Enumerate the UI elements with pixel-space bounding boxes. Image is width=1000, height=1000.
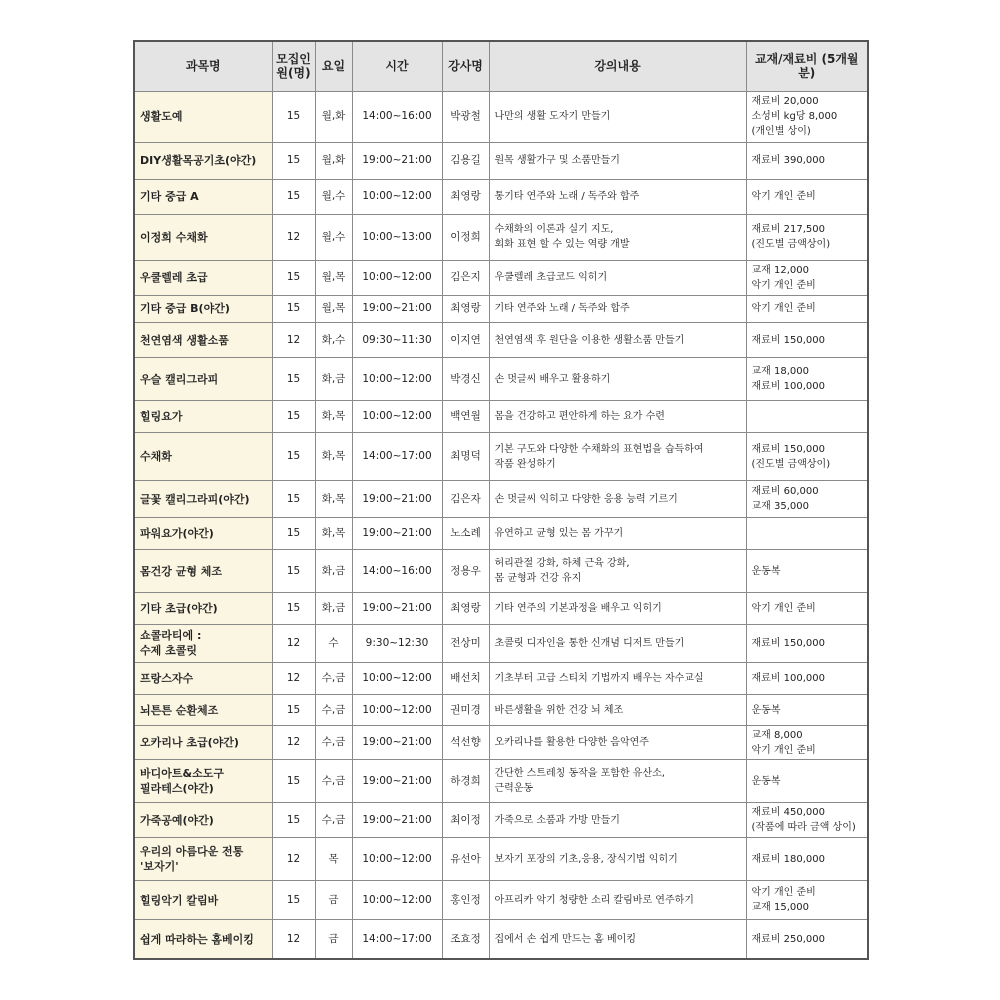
course-name	[134, 401, 272, 433]
material-line: 재료비 250,000	[751, 933, 826, 945]
description	[489, 803, 746, 838]
header-course: 과목명	[134, 41, 272, 91]
teacher: 전상미	[442, 624, 489, 662]
course-name	[134, 881, 272, 920]
capacity: 12	[272, 323, 315, 358]
capacity: 12	[272, 624, 315, 662]
description-line: 몸 균형과 건강 유지	[494, 573, 582, 585]
day: 금	[315, 920, 352, 959]
course-name	[134, 323, 272, 358]
material	[746, 260, 868, 295]
teacher: 최명덕	[442, 433, 489, 481]
teacher: 박광철	[442, 91, 489, 142]
description-line: 기타 연주와 노래 / 독주와 합주	[494, 303, 630, 315]
capacity: 15	[272, 518, 315, 550]
table-row	[134, 91, 868, 142]
description	[489, 838, 746, 881]
course-name-line: 힐링요가	[140, 410, 183, 424]
teacher: 박경신	[442, 358, 489, 401]
header-time: 시간	[352, 41, 442, 91]
time: 19:00~21:00	[352, 142, 442, 179]
course-name-line: '보자기'	[140, 860, 179, 874]
teacher: 조효정	[442, 920, 489, 959]
material	[746, 803, 868, 838]
material-line: 악기 개인 준비	[751, 303, 816, 315]
material	[746, 142, 868, 179]
day: 화,금	[315, 358, 352, 401]
time: 10:00~12:00	[352, 260, 442, 295]
description-line: 회화 표현 할 수 있는 역량 개발	[494, 239, 630, 251]
course-table	[133, 40, 869, 960]
time: 10:00~13:00	[352, 214, 442, 260]
description	[489, 260, 746, 295]
day: 화,목	[315, 433, 352, 481]
material-line: 재료비 217,500	[751, 224, 826, 236]
teacher: 노소례	[442, 518, 489, 550]
day: 월,수	[315, 214, 352, 260]
capacity: 12	[272, 726, 315, 760]
material-line: 교재 8,000	[751, 729, 803, 741]
time: 10:00~12:00	[352, 662, 442, 694]
material	[746, 401, 868, 433]
material	[746, 593, 868, 625]
description	[489, 481, 746, 518]
teacher: 석선향	[442, 726, 489, 760]
material	[746, 358, 868, 401]
teacher: 최영랑	[442, 295, 489, 323]
material-line: 악기 개인 준비	[751, 744, 816, 756]
course-name-line: 쇼콜라티에 :	[140, 629, 202, 643]
table-row	[134, 624, 868, 662]
course-name	[134, 550, 272, 593]
course-name-line: 필라테스(야간)	[140, 782, 214, 796]
material	[746, 481, 868, 518]
material-line: (진도별 금액상이)	[751, 458, 831, 470]
day: 월,목	[315, 260, 352, 295]
table-row	[134, 179, 868, 214]
course-name-line: 기타 중급 A	[140, 190, 199, 204]
material-line: 재료비 180,000	[751, 853, 826, 865]
description	[489, 694, 746, 726]
day: 월,수	[315, 179, 352, 214]
material	[746, 662, 868, 694]
time: 09:30~11:30	[352, 323, 442, 358]
table-row	[134, 881, 868, 920]
description-line: 집에서 손 쉽게 만드는 홈 베이킹	[494, 933, 636, 945]
teacher: 배선치	[442, 662, 489, 694]
course-name	[134, 214, 272, 260]
time: 19:00~21:00	[352, 481, 442, 518]
teacher: 하경희	[442, 760, 489, 803]
description-line: 우쿨렐레 초급코드 익히기	[494, 272, 608, 284]
time: 10:00~12:00	[352, 694, 442, 726]
material-line: 교재 12,000	[751, 264, 809, 276]
course-name	[134, 481, 272, 518]
material	[746, 179, 868, 214]
table-row	[134, 726, 868, 760]
material	[746, 881, 868, 920]
course-name-line: 우슬 캘리그라피	[140, 372, 219, 386]
day: 월,목	[315, 295, 352, 323]
material-line: 교재 35,000	[751, 501, 809, 513]
teacher: 홍인정	[442, 881, 489, 920]
description-line: 초콜릿 디자인을 통한 신개념 디저트 만들기	[494, 637, 685, 649]
course-name	[134, 920, 272, 959]
table-row	[134, 550, 868, 593]
table-row	[134, 920, 868, 959]
course-name-line: 가죽공예(야간)	[140, 813, 214, 827]
course-name-line: 파워요가(야간)	[140, 527, 214, 541]
time: 14:00~16:00	[352, 91, 442, 142]
day: 수,금	[315, 726, 352, 760]
table-row	[134, 323, 868, 358]
description	[489, 624, 746, 662]
capacity: 15	[272, 593, 315, 625]
capacity: 15	[272, 142, 315, 179]
description-line: 유연하고 균형 있는 몸 가꾸기	[494, 528, 624, 540]
material-line: 교재 15,000	[751, 902, 809, 914]
description	[489, 433, 746, 481]
description-line: 원목 생활가구 및 소품만들기	[494, 155, 620, 167]
capacity: 15	[272, 803, 315, 838]
day: 수,금	[315, 803, 352, 838]
course-name-line: 생활도예	[140, 110, 183, 124]
description	[489, 214, 746, 260]
day: 수	[315, 624, 352, 662]
time: 14:00~16:00	[352, 550, 442, 593]
capacity: 15	[272, 550, 315, 593]
material-line: (작품에 따라 금액 상이)	[751, 822, 856, 834]
course-name-line: 뇌튼튼 순환체조	[140, 703, 219, 717]
material	[746, 694, 868, 726]
table-row	[134, 401, 868, 433]
course-name-line: 우쿨렐레 초급	[140, 271, 208, 285]
description-line: 작품 완성하기	[494, 458, 556, 470]
material-line: 악기 개인 준비	[751, 887, 816, 899]
day: 수,금	[315, 760, 352, 803]
description-line: 보자기 포장의 기초,응용, 장식기법 익히기	[494, 853, 678, 865]
description-line: 손 멋글씨 배우고 활용하기	[494, 373, 611, 385]
time: 19:00~21:00	[352, 726, 442, 760]
material-line: (개인별 상이)	[751, 126, 811, 138]
time: 10:00~12:00	[352, 401, 442, 433]
capacity: 12	[272, 662, 315, 694]
teacher: 최영랑	[442, 593, 489, 625]
material-line: 악기 개인 준비	[751, 191, 816, 203]
table-row	[134, 481, 868, 518]
course-name	[134, 91, 272, 142]
material	[746, 295, 868, 323]
time: 10:00~12:00	[352, 358, 442, 401]
material-line: 운동복	[751, 565, 781, 577]
teacher: 권미경	[442, 694, 489, 726]
header-day: 요일	[315, 41, 352, 91]
teacher: 김용길	[442, 142, 489, 179]
material	[746, 91, 868, 142]
description	[489, 760, 746, 803]
course-name	[134, 726, 272, 760]
description	[489, 401, 746, 433]
table-row	[134, 593, 868, 625]
table-row	[134, 803, 868, 838]
description	[489, 550, 746, 593]
time: 10:00~12:00	[352, 179, 442, 214]
time: 10:00~12:00	[352, 881, 442, 920]
material-line: 재료비 150,000	[751, 334, 826, 346]
table-row	[134, 260, 868, 295]
course-name-line: 이정희 수채화	[140, 230, 208, 244]
course-name-line: 힐링악기 칼림바	[140, 893, 219, 907]
course-name	[134, 694, 272, 726]
course-name-line: DIY생활목공기초(야간)	[140, 154, 257, 168]
capacity: 15	[272, 881, 315, 920]
material-line: 악기 개인 준비	[751, 602, 816, 614]
table-row	[134, 760, 868, 803]
material-line: 재료비 390,000	[751, 155, 826, 167]
course-name	[134, 433, 272, 481]
description-line: 바른생활을 위한 건강 뇌 체조	[494, 704, 624, 716]
description-line: 몸을 건강하고 편안하게 하는 요가 수련	[494, 411, 665, 423]
day: 월,화	[315, 91, 352, 142]
time: 19:00~21:00	[352, 593, 442, 625]
course-name	[134, 760, 272, 803]
course-name-line: 기타 중급 B(야간)	[140, 302, 230, 316]
header-capacity: 모집인원(명)	[272, 41, 315, 91]
course-name	[134, 142, 272, 179]
teacher: 김은자	[442, 481, 489, 518]
capacity: 15	[272, 179, 315, 214]
teacher: 정용우	[442, 550, 489, 593]
description	[489, 662, 746, 694]
table-row	[134, 518, 868, 550]
header-material: 교재/재료비 (5개월분)	[746, 41, 868, 91]
time: 9:30~12:30	[352, 624, 442, 662]
capacity: 15	[272, 481, 315, 518]
capacity: 15	[272, 694, 315, 726]
course-name-line: 프랑스자수	[140, 671, 194, 685]
capacity: 15	[272, 401, 315, 433]
table-row	[134, 142, 868, 179]
description-line: 손 멋글씨 익히고 다양한 응용 능력 기르기	[494, 493, 678, 505]
description	[489, 295, 746, 323]
description	[489, 593, 746, 625]
table-row	[134, 433, 868, 481]
capacity: 15	[272, 358, 315, 401]
course-name-line: 쉽게 따라하는 홈베이킹	[140, 932, 254, 946]
capacity: 15	[272, 91, 315, 142]
description-line: 간단한 스트레칭 동작을 포함한 유산소,	[494, 768, 665, 780]
material-line: 악기 개인 준비	[751, 279, 816, 291]
course-name	[134, 593, 272, 625]
course-name-line: 천연염색 생활소품	[140, 333, 229, 347]
description	[489, 91, 746, 142]
capacity: 15	[272, 760, 315, 803]
table-row	[134, 295, 868, 323]
day: 수,금	[315, 662, 352, 694]
course-name-line: 수채화	[140, 450, 172, 464]
day: 화,금	[315, 593, 352, 625]
course-name	[134, 179, 272, 214]
teacher: 최이정	[442, 803, 489, 838]
table-row	[134, 358, 868, 401]
description-line: 아프리카 악기 청량한 소리 칼림바로 연주하기	[494, 894, 694, 906]
material-line: 재료비 150,000	[751, 637, 826, 649]
capacity: 15	[272, 260, 315, 295]
description-line: 천연염색 후 원단을 이용한 생활소품 만들기	[494, 334, 685, 346]
description-line: 수채화의 이론과 실기 지도,	[494, 224, 614, 236]
material	[746, 323, 868, 358]
course-name-line: 오카리나 초급(야간)	[140, 736, 239, 750]
material	[746, 624, 868, 662]
time: 19:00~21:00	[352, 518, 442, 550]
day: 월,화	[315, 142, 352, 179]
header-description: 강의내용	[489, 41, 746, 91]
time: 19:00~21:00	[352, 803, 442, 838]
description	[489, 920, 746, 959]
header-teacher: 강사명	[442, 41, 489, 91]
day: 금	[315, 881, 352, 920]
material	[746, 838, 868, 881]
header-row	[134, 41, 868, 91]
course-name	[134, 358, 272, 401]
table-row	[134, 214, 868, 260]
course-name-line: 기타 초급(야간)	[140, 601, 218, 615]
material	[746, 433, 868, 481]
day: 화,목	[315, 518, 352, 550]
day: 화,목	[315, 481, 352, 518]
description-line: 기본 구도와 다양한 수채화의 표현법을 습득하여	[494, 443, 704, 455]
day: 수,금	[315, 694, 352, 726]
material	[746, 726, 868, 760]
description	[489, 179, 746, 214]
course-name	[134, 838, 272, 881]
capacity: 12	[272, 920, 315, 959]
description-line: 기초부터 고급 스티치 기법까지 배우는 자수교실	[494, 672, 704, 684]
material-line: 교재 18,000	[751, 366, 809, 378]
course-name	[134, 803, 272, 838]
material-line: 재료비 20,000	[751, 96, 819, 108]
description-line: 가죽으로 소품과 가방 만들기	[494, 814, 620, 826]
time: 19:00~21:00	[352, 760, 442, 803]
table-row	[134, 662, 868, 694]
material	[746, 550, 868, 593]
table-body	[134, 91, 868, 959]
description	[489, 142, 746, 179]
course-name-line: 글꽃 캘리그라피(야간)	[140, 492, 250, 506]
table-row	[134, 694, 868, 726]
material-line: 운동복	[751, 775, 781, 787]
description-line: 통기타 연주와 노래 / 독주와 합주	[494, 191, 640, 203]
description	[489, 881, 746, 920]
day: 화,금	[315, 550, 352, 593]
capacity: 12	[272, 838, 315, 881]
description-line: 나만의 생활 도자기 만들기	[494, 111, 611, 123]
course-name	[134, 518, 272, 550]
course-name-line: 우리의 아름다운 전통	[140, 845, 244, 859]
material-line: 소성비 kg당 8,000	[751, 111, 838, 123]
course-name-line: 몸건강 균형 체조	[140, 564, 223, 578]
teacher: 백연월	[442, 401, 489, 433]
material-line: 재료비 450,000	[751, 807, 826, 819]
description	[489, 323, 746, 358]
time: 19:00~21:00	[352, 295, 442, 323]
course-name	[134, 295, 272, 323]
material-line: 운동복	[751, 704, 781, 716]
material	[746, 214, 868, 260]
capacity: 15	[272, 295, 315, 323]
capacity: 12	[272, 214, 315, 260]
material	[746, 518, 868, 550]
material-line: 재료비 150,000	[751, 443, 826, 455]
teacher: 최영랑	[442, 179, 489, 214]
description-line: 근력운동	[494, 783, 534, 795]
description-line: 오카리나를 활용한 다양한 음악연주	[494, 737, 649, 749]
day: 목	[315, 838, 352, 881]
table-row	[134, 838, 868, 881]
time: 14:00~17:00	[352, 920, 442, 959]
material-line: 재료비 60,000	[751, 486, 819, 498]
description-line: 기타 연주의 기본과정을 배우고 익히기	[494, 602, 662, 614]
course-name	[134, 662, 272, 694]
course-name	[134, 260, 272, 295]
description-line: 허리관절 강화, 하체 근육 강화,	[494, 558, 630, 570]
material-line: 재료비 100,000	[751, 381, 826, 393]
day: 화,목	[315, 401, 352, 433]
material	[746, 920, 868, 959]
material-line: 재료비 100,000	[751, 672, 826, 684]
course-name-line: 수제 초콜릿	[140, 644, 197, 658]
course-name-line: 바디아트&소도구	[140, 767, 224, 781]
description	[489, 358, 746, 401]
day: 화,수	[315, 323, 352, 358]
description	[489, 726, 746, 760]
course-name	[134, 624, 272, 662]
time: 10:00~12:00	[352, 838, 442, 881]
time: 14:00~17:00	[352, 433, 442, 481]
teacher: 유선아	[442, 838, 489, 881]
description	[489, 518, 746, 550]
teacher: 이정희	[442, 214, 489, 260]
material-line: (진도별 금액상이)	[751, 239, 831, 251]
capacity: 15	[272, 433, 315, 481]
teacher: 이지연	[442, 323, 489, 358]
teacher: 김은지	[442, 260, 489, 295]
material	[746, 760, 868, 803]
